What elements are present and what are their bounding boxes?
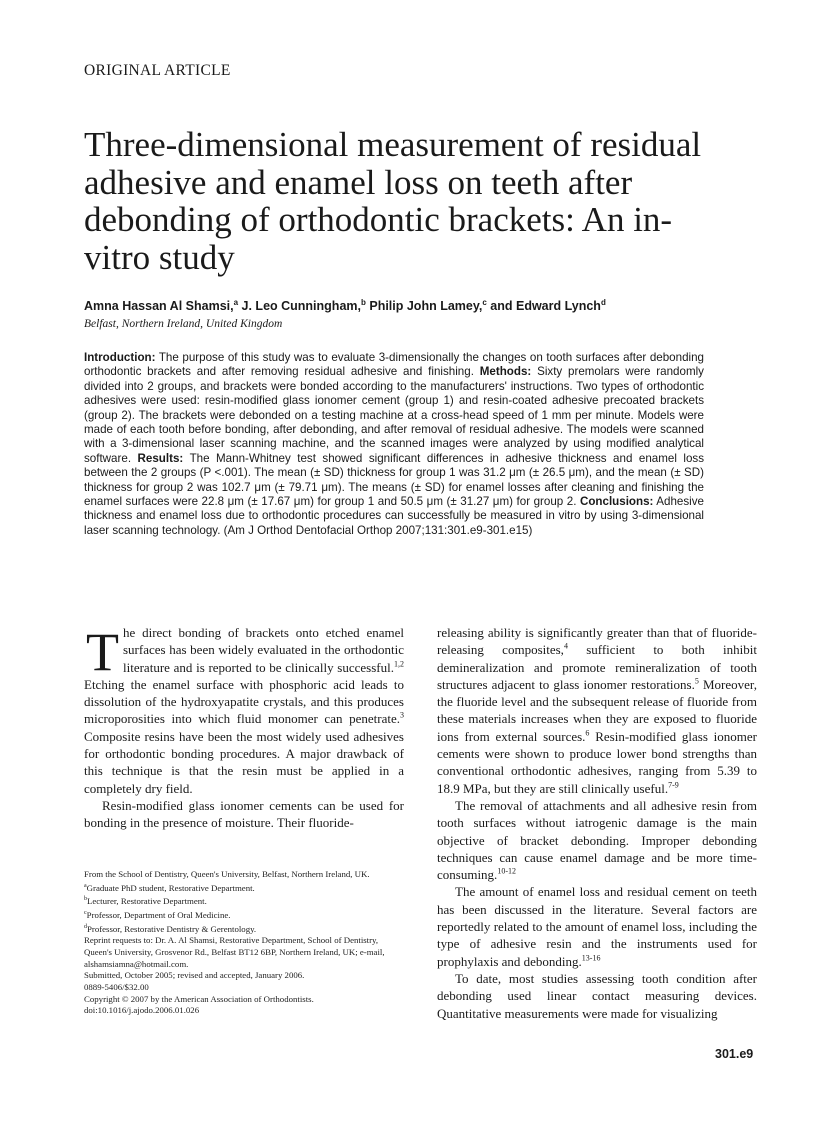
- page-number: 301.e9: [715, 1047, 754, 1061]
- body-paragraph: [437, 883, 757, 969]
- author-list: [84, 298, 606, 313]
- citation-ref[interactable]: 1,2: [394, 659, 404, 669]
- citation-ref[interactable]: 3: [400, 711, 404, 721]
- body-text: he direct bonding of brackets onto etched enamel surfaces has been widely evaluated in the orthodontic literature and is reported to be clinically successful.: [123, 625, 404, 675]
- author-name: and Edward Lynch: [490, 299, 601, 314]
- author-affil-mark: a: [233, 298, 239, 307]
- footnote-copyright: Copyright © 2007 by the American Association of Orthodontists.: [84, 993, 314, 1004]
- abstract-results-label: Results:: [137, 451, 184, 465]
- abstract-methods-text: Sixty premolars were randomly divided into 2 groups, and brackets were bonded according to the manufacturers' instructions. Two types of orthodontic adhesives were used: resin-modified glass ionomer cement (group 1) and resin-coated adhesive precoated brackets (group 2). The brackets were debonded on a testing machine at a cross-head speed of 1 mm per minute. Models were made of each tooth before bonding, after debonding, and after removal of residual adhesive. The models were scanned with a 3-dimensional laser scanning machine, and the scanned images were analyzed by using modified analytical software.: [84, 365, 704, 465]
- abstract: [84, 351, 704, 538]
- citation-ref[interactable]: 4: [563, 641, 568, 651]
- body-paragraph: [437, 797, 757, 883]
- body-text: The amount of enamel loss and residual cement on teeth has been discussed in the literature. Several factors are reportedly related to the amount of enamel loss, including the type of adhesive resin and the instruments used for prophylaxis and debonding.: [437, 884, 757, 969]
- footnote-c: $^c$Professor, Department of Oral Medicine.: [84, 909, 231, 920]
- abstract-intro-label: Introduction:: [84, 351, 156, 364]
- affiliation: Belfast, Northern Ireland, United Kingdom: [84, 318, 283, 330]
- body-text: Resin-modified glass ionomer cements were shown to produce lower bond strengths than conventional orthodontic adhesives, ranging from 5.39 to 18.9 MPa, but they are still clinically useful.: [437, 728, 757, 796]
- citation-ref[interactable]: 7-9: [668, 780, 679, 790]
- footnotes: [84, 869, 406, 1017]
- abstract-methods-label: Methods:: [479, 365, 532, 379]
- body-text: To date, most studies assessing tooth condition after debonding used linear contact measuring devices. Quantitative measurements were made for visualizing: [437, 970, 757, 1021]
- citation-ref[interactable]: 6: [585, 728, 590, 738]
- citation-ref[interactable]: 5: [694, 676, 699, 686]
- body-paragraph: [437, 624, 757, 797]
- citation-ref[interactable]: 10-12: [497, 866, 516, 876]
- body-paragraph: [437, 970, 757, 1022]
- author-name: Philip John Lamey,: [369, 299, 483, 314]
- body-column-left: [84, 624, 404, 832]
- body-text: Resin-modified glass ionomer cements can be used for bonding in the presence of moisture. Their fluoride-: [84, 797, 404, 831]
- footnote-d: $^d$Professor, Restorative Dentistry & Gerentology.: [84, 923, 257, 934]
- citation-ref[interactable]: 13-16: [581, 953, 601, 963]
- author-name: J. Leo Cunningham,: [241, 299, 361, 314]
- abstract-results-text: The Mann-Whitney test showed significant differences in adhesive thickness and enamel loss between the 2 groups (P <.001). The mean (± SD) thickness for group 1 was 31.2 μm (± 26.5 μm), and the mean (± SD) thickness for group 2 was 102.7 μm (± 79.71 μm). The means (± SD) for enamel losses after cleaning and finishing the enamel surfaces were 22.8 μm (± 17.67 μm) for group 1 and 50.5 μm (± 31.27 μm) for group 2.: [84, 451, 704, 509]
- footnote-from: From the School of Dentistry, Queen's University, Belfast, Northern Ireland, UK.: [84, 869, 370, 879]
- body-column-right: [437, 624, 757, 1022]
- abstract-intro-text: The purpose of this study was to evaluate 3-dimensionally the changes on tooth surfaces after debonding orthodontic brackets and after removing residual adhesive and finishing.: [84, 351, 705, 379]
- body-text: Etching the enamel surface with phosphoric acid leads to dissolution of the hydroxyapatite crystals, and this produces microporosities into which fluid monomer can penetrate.: [84, 676, 404, 727]
- body-paragraph: [84, 797, 404, 832]
- body-text: Moreover, the fluoride level and the subsequent release of fluoride from these materials increases when they are exposed to fluoride ions from external sources.: [437, 676, 757, 744]
- author-affil-mark: b: [360, 298, 366, 307]
- body-text: sufficient to both inhibit demineralization and promote remineralization of tooth structures adjacent to glass ionomer restorations.: [437, 642, 758, 692]
- footnote-submitted: Submitted, October 2005; revised and accepted, January 2006.: [84, 970, 305, 981]
- body-text: The removal of attachments and all adhesive resin from tooth surfaces without iatrogenic damage is the main objective of bracket debonding. Improper debonding techniques can cause enamel damage and be more time-consuming.: [437, 797, 757, 883]
- author-affil-mark: c: [482, 298, 487, 307]
- footnote-reprint: Reprint requests to: Dr. A. Al Shamsi, Restorative Department, School of Dentistry, Queen's University, Grosvenor Rd., Belfast BT12 6BP, Northern Ireland, UK; e-mail, alshamsiamna@hotmail.com.: [84, 935, 385, 969]
- body-paragraph: [84, 624, 404, 797]
- body-text: releasing ability is significantly greater than that of fluoride-releasing composites,: [437, 625, 757, 658]
- footnote-b: $^b$Lecturer, Restorative Department.: [84, 896, 207, 907]
- author-name: Amna Hassan Al Shamsi,: [84, 299, 234, 314]
- abstract-conclusions-text: Adhesive thickness and enamel loss due to orthodontic procedures can successfully be measured in vitro by using 3-dimensional laser scanning technology. (Am J Orthod Dentofacial Orthop 2007;131:301.e9-301.e15): [84, 495, 704, 537]
- section-label: ORIGINAL ARTICLE: [84, 62, 231, 79]
- body-text: Composite resins have been the most widely used adhesives for orthodontic bonding procedures. A major drawback of this technique is that the resin must be applied in a completely dry field.: [84, 728, 404, 796]
- author-affil-mark: d: [600, 298, 606, 307]
- drop-cap: T: [86, 622, 119, 682]
- abstract-conclusions-label: Conclusions:: [579, 495, 654, 509]
- footnote-doi: doi:10.1016/j.ajodo.2006.01.026: [84, 1005, 200, 1016]
- article-title: Three-dimensional measurement of residual adhesive and enamel loss on teeth after debonding of orthodontic brackets: An in-vitro study: [84, 125, 702, 277]
- footnote-a: $^a$Graduate PhD student, Restorative Department.: [84, 882, 255, 893]
- footnote-issn: 0889-5406/$32.00: [84, 982, 149, 993]
